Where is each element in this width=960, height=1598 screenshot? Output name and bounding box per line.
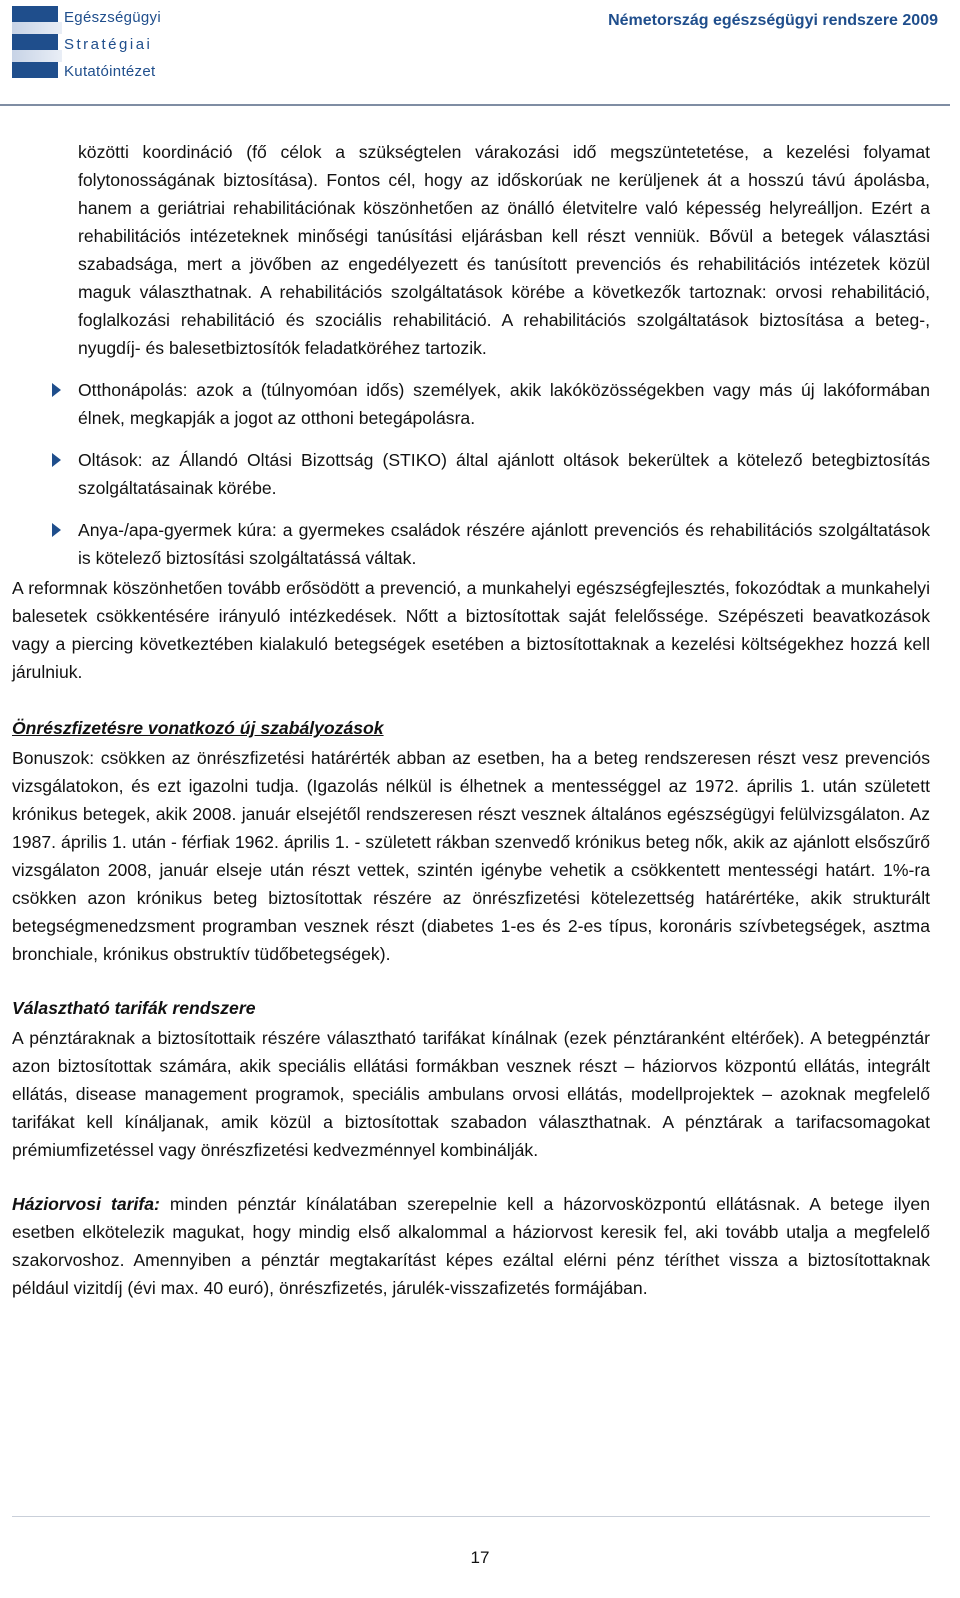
page-number: 17 [470,1548,490,1567]
bullet-item-home-care [12,376,930,432]
institute-logo [12,4,182,84]
paragraph-prevention: A reformnak köszönhetően tovább erősödött a prevenció, a munkahelyi egészségfejlesztés, fokozódtak a munkahelyi balesetek csökkentésére irányuló intézkedések. Nőtt a biztosítottak saját felelőssége. Szépészeti beavatkozások vagy a piercing következtében kialakuló betegségek esetében a biztosítottaknak a kezelési költségekhez hozzá kell járulniuk. [12,578,930,682]
triangle-arrow-icon [52,523,61,537]
gp-tariff-label: Háziorvosi tarifa: [12,1194,160,1214]
document-title: Németország egészségügyi rendszere 2009 [608,12,938,29]
header-divider [0,104,950,106]
triangle-arrow-icon [52,453,61,467]
paragraph-gp-tariff [12,1190,930,1302]
bullet-text: Anya-/apa-gyermek kúra: a gyermekes családok részére ajánlott prevenciós és rehabilitációs szolgáltatások is kötelező biztosítási szolgáltatássá váltak. [78,520,930,568]
paragraph-bonuses: Bonuszok: csökken az önrészfizetési határérték abban az esetben, ha a beteg rendszeresen részt vesz prevenciós vizsgálatokon, és ezt igazolni tudja. (Igazolás nélkül is élhetnek a mentességgel az 1972. április 1. után született krónikus betegek, akik 2008. január elsejétől rendszeresen részt vesznek általános egészségügyi felülvizsgálaton. Az 1987. április 1. után - férfiak 1962. április 1. - született rákban szenvedő krónikus beteg nők, akik az ajánlott elsőszűrő vizsgálaton 2008, január elseje után részt vettek, szintén igénybe vehetik a csökkentett mentességi határt. 1%-ra csökken azon krónikus beteg biztosítottak részére az önrészfizetési kötelezettség határértéke, akik strukturált betegségmenedzsment programban vesznek részt (diabetes 1-es és 2-es típus, koronáris szívbetegségek, asztma bronchiale, krónikus obstruktív tüdőbetegségek). [12,748,930,964]
section-heading-tariffs: Választható tarifák rendszere [12,998,256,1018]
bullet-item-vaccination [12,446,930,502]
bullet-text: Otthonápolás: azok a (túlnyomóan idős) személyek, akik lakóközösségekben vagy más új lakóformában élnek, megkapják a jogot az otthoni betegápolásra. [78,380,930,428]
logo-mark-icon [12,4,62,84]
logo-line-3: Kutatóintézet [64,63,156,80]
bullet-item-parent-child-cure [12,516,930,572]
paragraph-rehabilitation: közötti koordináció (fő célok a szükségtelen várakozási idő megszüntetetése, a kezelési folyamat folytonosságának biztosítása). Fontos cél, hogy az időskorúak ne kerüljenek át a hosszú távú ápolásba, hanem a geriátriai rehabilitációnak köszönhetően az önálló életvitelre való képesség helyreálljon. Ezért a rehabilitációs intézeteknek minőségi tanúsítási eljárásban kell részt venniük. Bővül a betegek választási szabadsága, mert a jövőben az engedélyezett és tanúsított prevenciós és rehabilitációs intézetek közül maguk választhatnak. A rehabilitációs szolgáltatások körébe a következők tartoznak: orvosi rehabilitáció, foglalkozási rehabilitáció és szociális rehabilitáció. A rehabilitációs szolgáltatások biztosítása a beteg-, nyugdíj- és balesetbiztosítók feladatköréhez tartozik. [78,142,930,358]
page-header [0,0,960,108]
bullet-text: Oltások: az Állandó Oltási Bizottság (STIKO) által ajánlott oltások bekerültek a kötelező betegbiztosítás szolgáltatásainak körébe. [78,450,930,498]
footer-divider [12,1516,930,1517]
section-heading-copayment: Önrészfizetésre vonatkozó új szabályozások [12,718,384,738]
paragraph-tariffs: A pénztáraknak a biztosítottaik részére választható tarifákat kínálnak (ezek pénztáranként eltérőek). A betegpénztár azon biztosítottak számára, akik speciális ellátási formákban vesznek részt – háziorvos központú ellátás, integrált ellátás, disease management programok, speciális ambulans orvosi ellátás, modellprojektek – azoknak megfelelő tarifákat kell kínáljanak, amik közül a biztosítottak szabadon választhatnak. A pénztárak a tarifacsomagokat prémiumfizetéssel vagy önrészfizetési kedvezménnyel kombinálják. [12,1028,930,1160]
logo-text [64,4,161,85]
logo-line-1: Egészségügyi [64,9,161,26]
gp-tariff-text: minden pénztár kínálatában szerepelnie kell a házorvosközpontú ellátásnak. A betege ilyen esetben elkötelezik magukat, hogy mindig első alkalommal a háziorvost keresik fel, aki tovább utalja a megfelelő szakorvoshoz. Amennyiben a pénztár megtakarítást képes ezáltal elérni pénz téríthet vissza a biztosítottaknak például vizitdíj (évi max. 40 euró), önrészfizetés, járulék-visszafizetés formájában. [12,1194,930,1298]
logo-line-2: Stratégiai [64,36,153,53]
triangle-arrow-icon [52,383,61,397]
page-content [12,138,930,1302]
